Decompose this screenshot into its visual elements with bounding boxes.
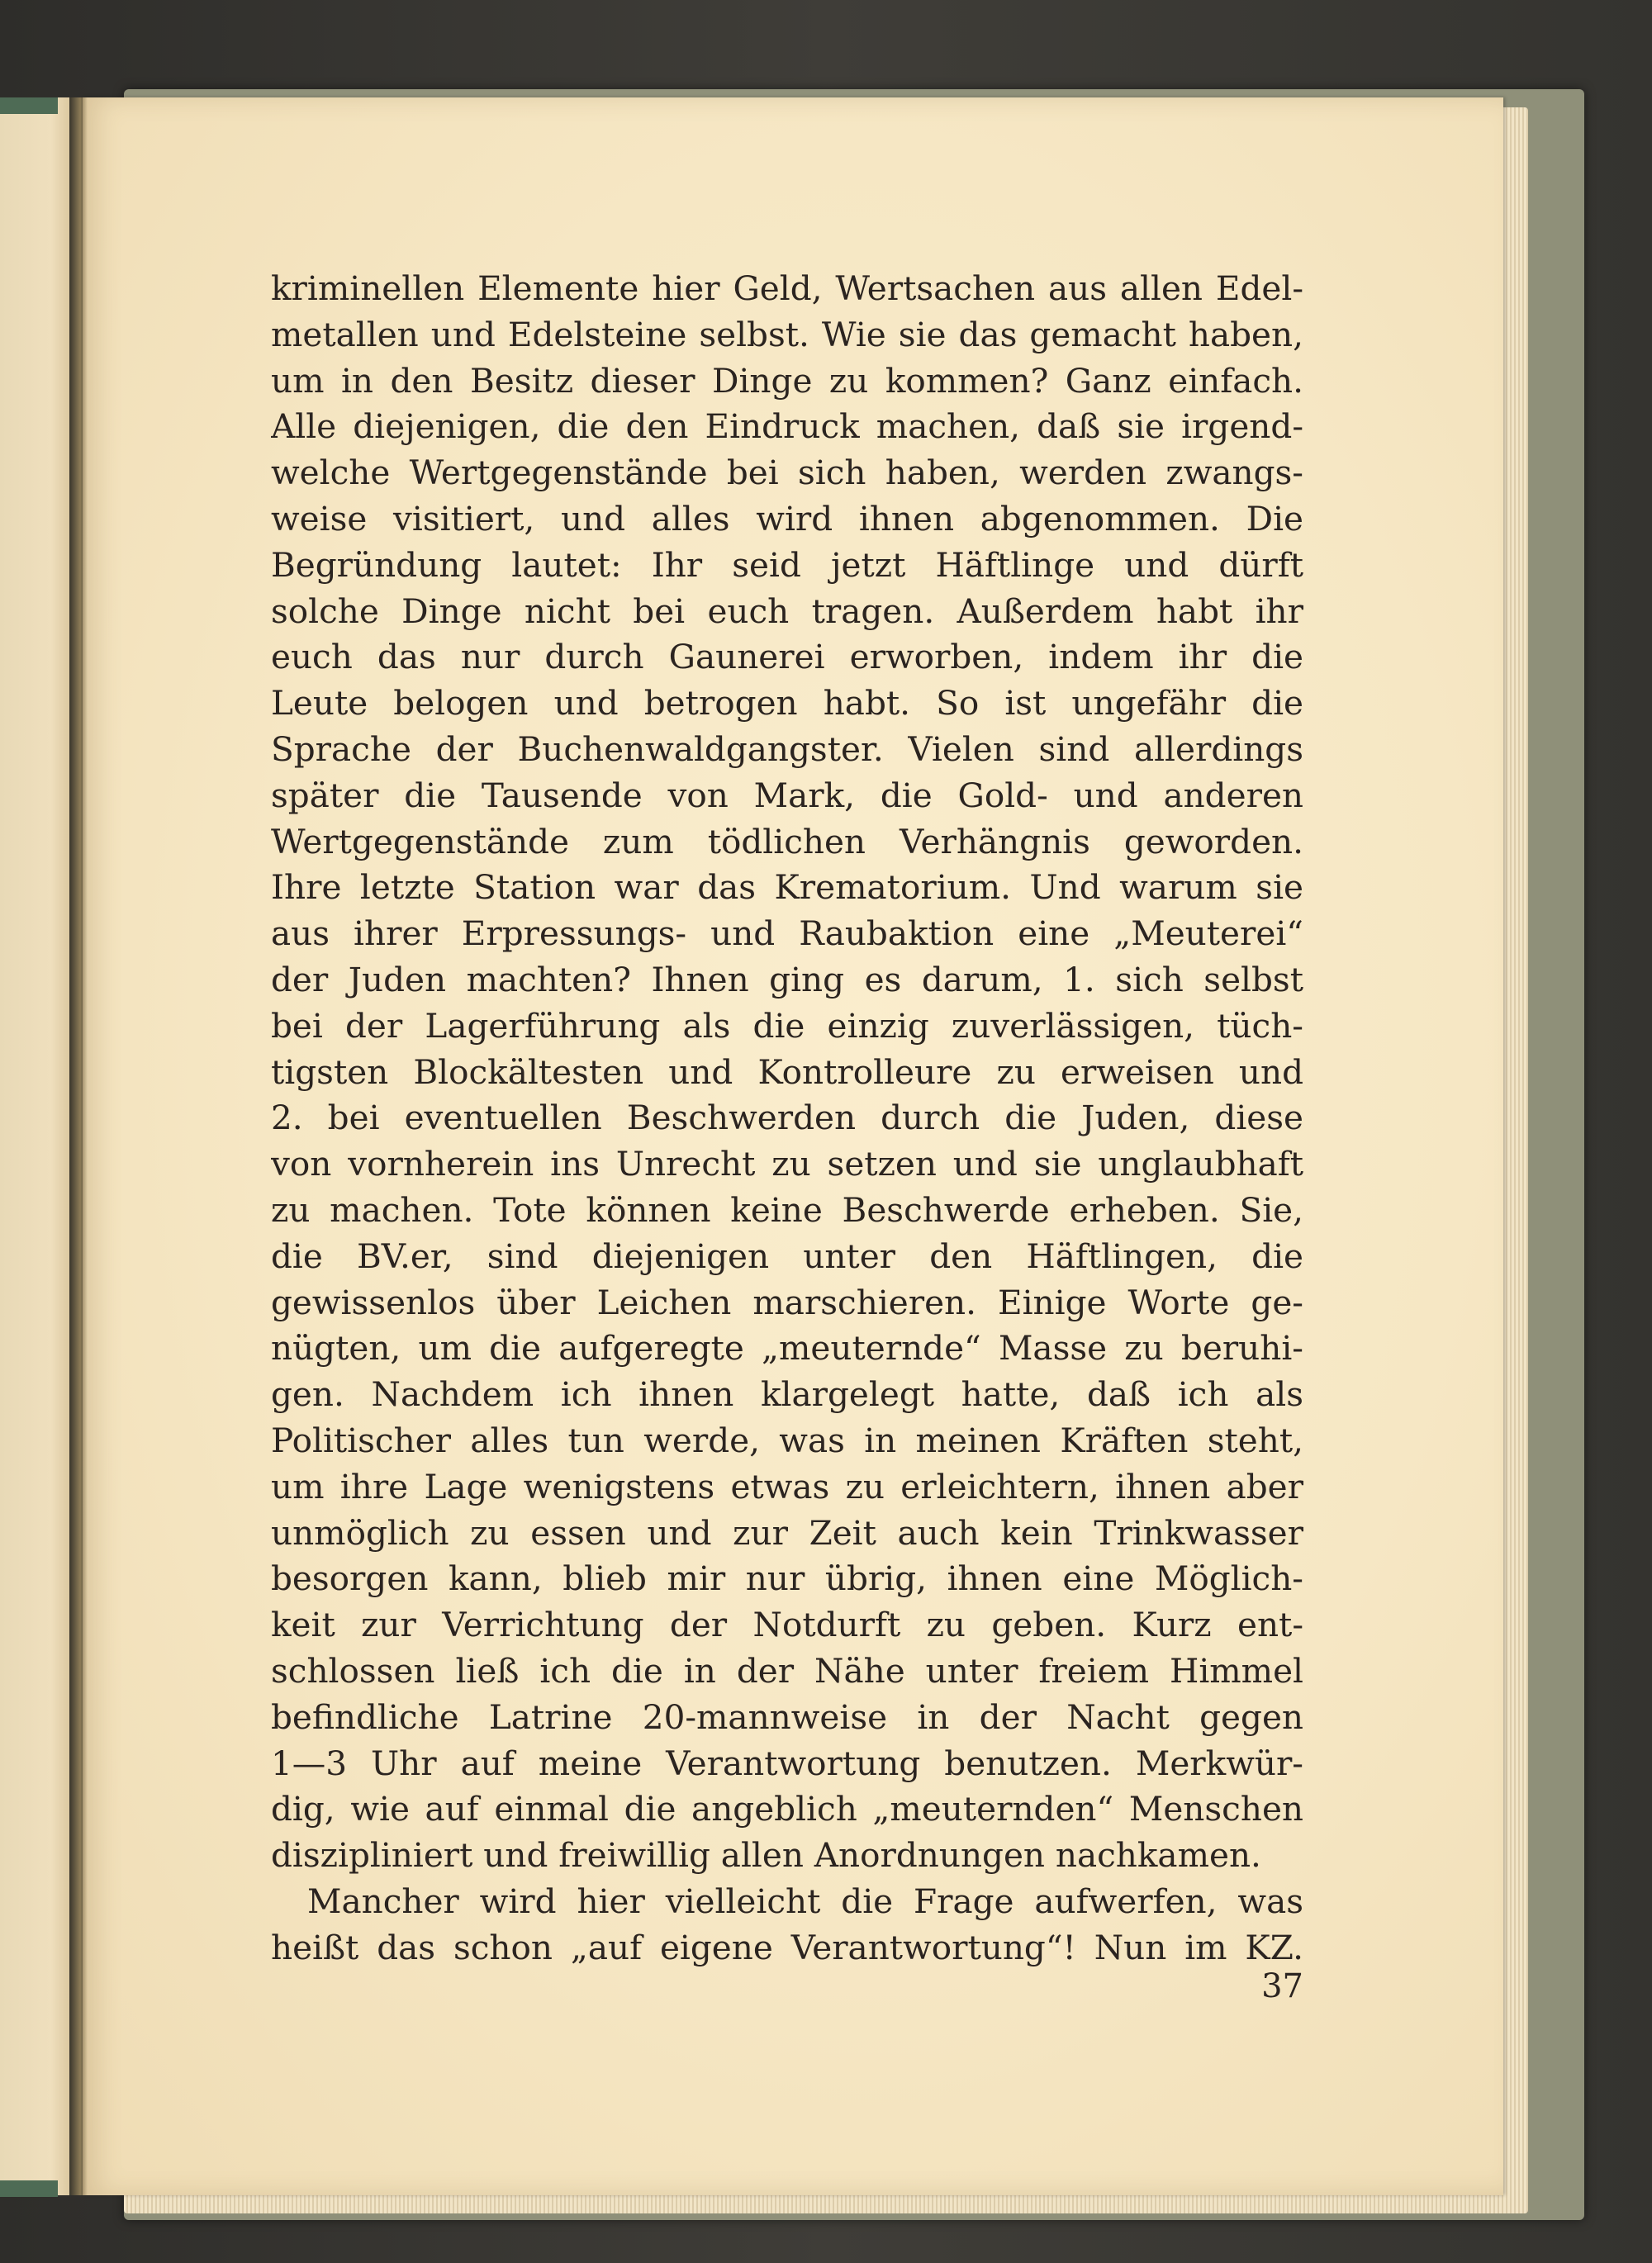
text-line: diszipliniert und freiwillig allen Anordnungen nachkamen. (271, 1835, 1261, 1876)
text-line: heißt das schon „auf eigene Verantwortung“! Nun im KZ. (271, 1927, 1303, 1967)
text-line: befindliche Latrine 20-mannweise in der Nacht gegen (271, 1696, 1303, 1737)
text-line: Alle diejenigen, die den Eindruck machen, daß sie irgend- (271, 406, 1303, 447)
text-line: welche Wertgegenstände bei sich haben, werden zwangs- (271, 453, 1303, 493)
text-line: Politischer alles tun werde, was in meinen Kräften steht, (271, 1420, 1303, 1460)
text-line: Begründung lautet: Ihr seid jetzt Häftlinge und dürft (271, 544, 1303, 585)
text-line: die BV.er, sind diejenigen unter den Häftlingen, die (271, 1236, 1303, 1276)
text-line: von vornherein ins Unrecht zu setzen und sie unglaubhaft (271, 1144, 1303, 1184)
text-line: tigsten Blockältesten und Kontrolleure zu erweisen und (271, 1051, 1303, 1092)
page-number: 37 (1261, 1967, 1303, 2005)
spine-shadow (69, 97, 88, 2195)
text-line: bei der Lagerführung als die einzig zuverlässigen, tüch- (271, 1005, 1303, 1046)
text-line: 2. bei eventuellen Beschwerden durch die Juden, diese (271, 1098, 1303, 1138)
text-line: besorgen kann, blieb mir nur übrig, ihnen eine Möglich- (271, 1558, 1303, 1599)
text-line: kriminellen Elemente hier Geld, Wertsachen aus allen Edel- (271, 268, 1303, 308)
text-line: dig, wie auf einmal die angeblich „meuternden“ Menschen (271, 1789, 1303, 1829)
text-line: schlossen ließ ich die in der Nähe unter freiem Himmel (271, 1650, 1303, 1691)
text-line: Ihre letzte Station war das Krematorium. Und warum sie (271, 867, 1303, 908)
text-line: metallen und Edelsteine selbst. Wie sie das gemacht haben, (271, 314, 1303, 354)
text-line: zu machen. Tote können keine Beschwerde erheben. Sie, (271, 1189, 1303, 1230)
text-line: gewissenlos über Leichen marschieren. Einige Worte ge- (271, 1282, 1303, 1322)
binding-cloth-bottom (0, 2180, 58, 2197)
text-line: Wertgegenstände zum tödlichen Verhängnis geworden. (271, 821, 1303, 861)
text-line: um in den Besitz dieser Dinge zu kommen? Ganz einfach. (271, 360, 1303, 401)
text-line: euch das nur durch Gaunerei erworben, indem ihr die (271, 637, 1303, 677)
text-line: um ihre Lage wenigstens etwas zu erleichtern, ihnen aber (271, 1466, 1303, 1506)
binding-cloth-top (0, 97, 58, 114)
text-line: der Juden machten? Ihnen ging es darum, 1. sich selbst (271, 959, 1303, 999)
text-line: weise visitiert, und alles wird ihnen abgenommen. Die (271, 498, 1303, 538)
text-line: unmöglich zu essen und zur Zeit auch kein Trinkwasser (271, 1512, 1303, 1553)
text-line: später die Tausende von Mark, die Gold- und anderen (271, 775, 1303, 815)
body-text (271, 266, 1303, 1971)
text-line: keit zur Verrichtung der Notdurft zu geben. Kurz ent- (271, 1605, 1303, 1645)
paragraph-start-line: Mancher wird hier vielleicht die Frage aufwerfen, was (307, 1881, 1303, 1921)
text-line: gen. Nachdem ich ihnen klargelegt hatte, daß ich als (271, 1374, 1303, 1415)
text-line: aus ihrer Erpressungs- und Raubaktion eine „Meuterei“ (271, 913, 1303, 954)
text-line: Sprache der Buchenwaldgangster. Vielen sind allerdings (271, 728, 1303, 769)
text-line: solche Dinge nicht bei euch tragen. Außerdem habt ihr (271, 591, 1303, 631)
text-line: 1—3 Uhr auf meine Verantwortung benutzen. Merkwür- (271, 1743, 1303, 1783)
text-line: nügten, um die aufgeregte „meuternde“ Masse zu beruhi- (271, 1328, 1303, 1369)
left-page-edge (0, 97, 75, 2195)
text-line: Leute belogen und betrogen habt. So ist ungefähr die (271, 683, 1303, 723)
